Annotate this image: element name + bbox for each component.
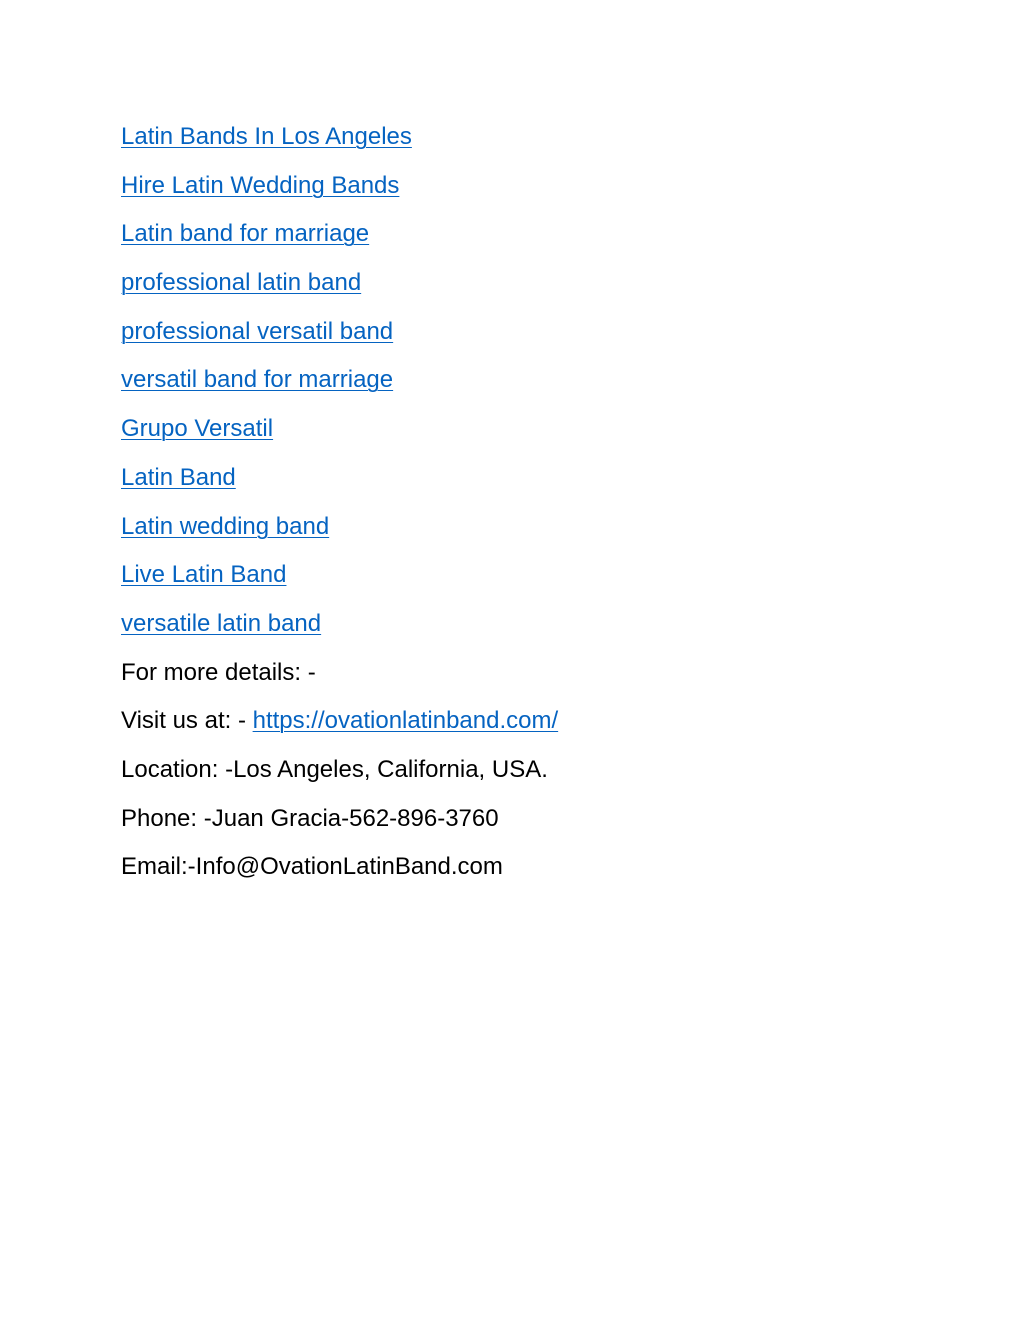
link-line — [121, 461, 921, 510]
link-line — [121, 607, 921, 656]
phone-text: Phone: -Juan Gracia-562-896-3760 — [121, 804, 499, 832]
link-latin-band[interactable]: Latin Band — [121, 463, 236, 491]
link-line — [121, 169, 921, 218]
location-text: Location: -Los Angeles, California, USA. — [121, 755, 548, 783]
email-text: Email:-Info@OvationLatinBand.com — [121, 853, 503, 881]
link-line — [121, 217, 921, 266]
link-professional-latin-band[interactable]: professional latin band — [121, 269, 362, 297]
link-live-latin-band[interactable]: Live Latin Band — [121, 561, 287, 589]
link-line — [121, 412, 921, 461]
link-grupo-versatil[interactable]: Grupo Versatil — [121, 415, 274, 443]
link-line — [121, 120, 921, 169]
link-line — [121, 266, 921, 315]
link-versatile-latin-band[interactable]: versatile latin band — [121, 609, 322, 637]
link-line — [121, 363, 921, 412]
link-latin-bands-in-los-angeles[interactable]: Latin Bands In Los Angeles — [121, 123, 412, 150]
link-versatil-band-for-marriage[interactable]: versatil band for marriage — [121, 366, 394, 394]
link-hire-latin-wedding-bands[interactable]: Hire Latin Wedding Bands — [121, 171, 400, 199]
link-line — [121, 315, 921, 364]
link-latin-band-for-marriage[interactable]: Latin band for marriage — [121, 220, 370, 248]
link-line — [121, 510, 921, 559]
visit-line — [121, 704, 921, 753]
visit-label: Visit us at: - — [121, 707, 253, 735]
website-link[interactable]: https://ovationlatinband.com/ — [252, 707, 559, 735]
document-body — [121, 120, 921, 899]
link-latin-wedding-band[interactable]: Latin wedding band — [121, 512, 330, 540]
link-professional-versatil-band[interactable]: professional versatil band — [121, 317, 394, 345]
details-heading: For more details: - — [121, 658, 316, 686]
link-line — [121, 558, 921, 607]
